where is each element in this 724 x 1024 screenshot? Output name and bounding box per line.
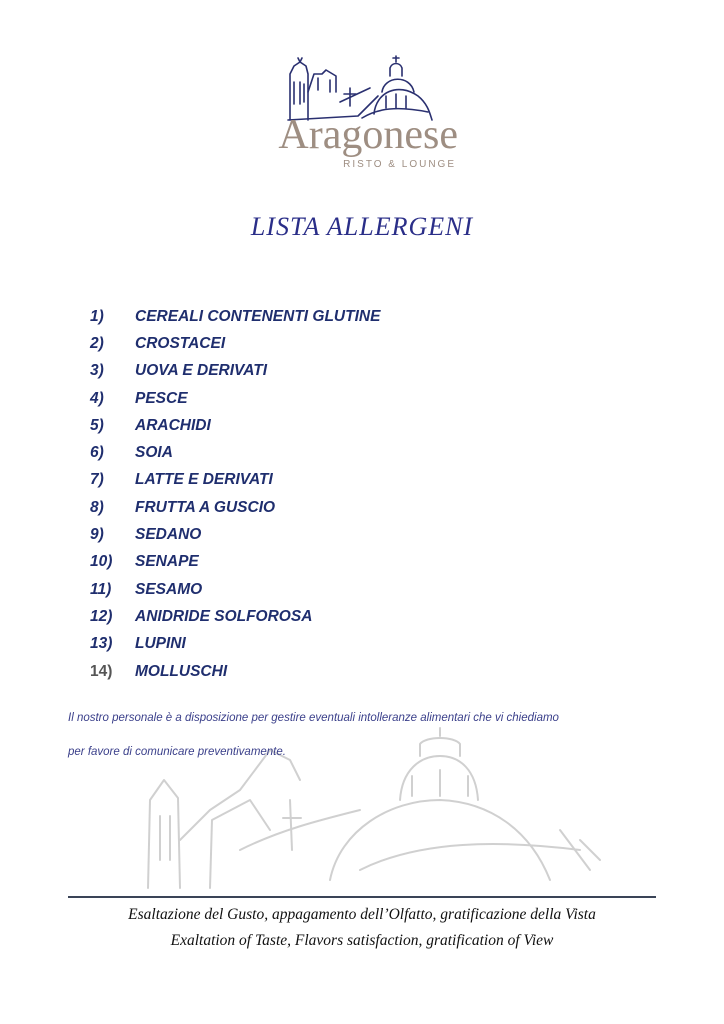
item-number: 4) — [90, 389, 104, 407]
list-item — [90, 467, 380, 494]
list-item — [90, 303, 380, 330]
item-label: ANIDRIDE SOLFOROSA — [135, 607, 313, 625]
item-label: PESCE — [135, 389, 188, 407]
item-label: MOLLUSCHI — [135, 662, 228, 680]
brand-logo — [248, 52, 468, 177]
item-number: 10) — [90, 553, 113, 571]
allergen-list — [90, 303, 380, 685]
item-label: LUPINI — [135, 635, 186, 653]
notice-text: Il nostro personale è a disposizione per gestire eventuali intolleranze alimentari che vi chiediamo — [68, 712, 559, 724]
item-number: 2) — [90, 334, 104, 352]
list-item — [90, 549, 380, 576]
item-label: LATTE E DERIVATI — [135, 471, 273, 489]
item-label: UOVA E DERIVATI — [135, 362, 268, 380]
item-number: 1) — [90, 307, 104, 325]
item-label: CEREALI CONTENENTI GLUTINE — [135, 307, 381, 325]
notice-text: per favore di comunicare preventivamente. — [68, 746, 286, 758]
item-number: 13) — [90, 635, 113, 653]
list-item — [90, 631, 380, 658]
list-item — [90, 330, 380, 357]
footer-divider — [68, 896, 656, 898]
footer-tagline-english: Exaltation of Taste, Flavors satisfaction, gratification of View — [170, 932, 554, 949]
item-number: 14) — [90, 662, 113, 680]
list-item — [90, 658, 380, 685]
item-label: SOIA — [135, 444, 173, 462]
item-label: ARACHIDI — [135, 416, 211, 434]
item-number: 11) — [90, 580, 112, 598]
item-number: 5) — [90, 416, 104, 434]
list-item — [90, 521, 380, 548]
item-number: 7) — [90, 471, 104, 489]
list-item — [90, 439, 380, 466]
item-number: 12) — [90, 607, 113, 625]
page-title: LISTA ALLERGENI — [250, 212, 474, 241]
item-number: 3) — [90, 362, 104, 380]
item-label: SENAPE — [135, 553, 199, 571]
item-label: SEDANO — [135, 526, 202, 544]
list-item — [90, 576, 380, 603]
brand-name: Aragonese — [278, 112, 458, 158]
brand-subtitle: RISTO & LOUNGE — [343, 159, 456, 170]
item-number: 9) — [90, 526, 104, 544]
list-item — [90, 412, 380, 439]
item-label: FRUTTA A GUSCIO — [135, 498, 276, 516]
item-number: 6) — [90, 444, 104, 462]
list-item — [90, 603, 380, 630]
list-item — [90, 494, 380, 521]
footer-tagline-italian: Esaltazione del Gusto, appagamento dell’Olfatto, gratificazione della Vista — [128, 906, 596, 923]
item-label: SESAMO — [135, 580, 203, 598]
item-number: 8) — [90, 498, 104, 516]
item-label: CROSTACEI — [135, 334, 226, 352]
list-item — [90, 385, 380, 412]
list-item — [90, 358, 380, 385]
